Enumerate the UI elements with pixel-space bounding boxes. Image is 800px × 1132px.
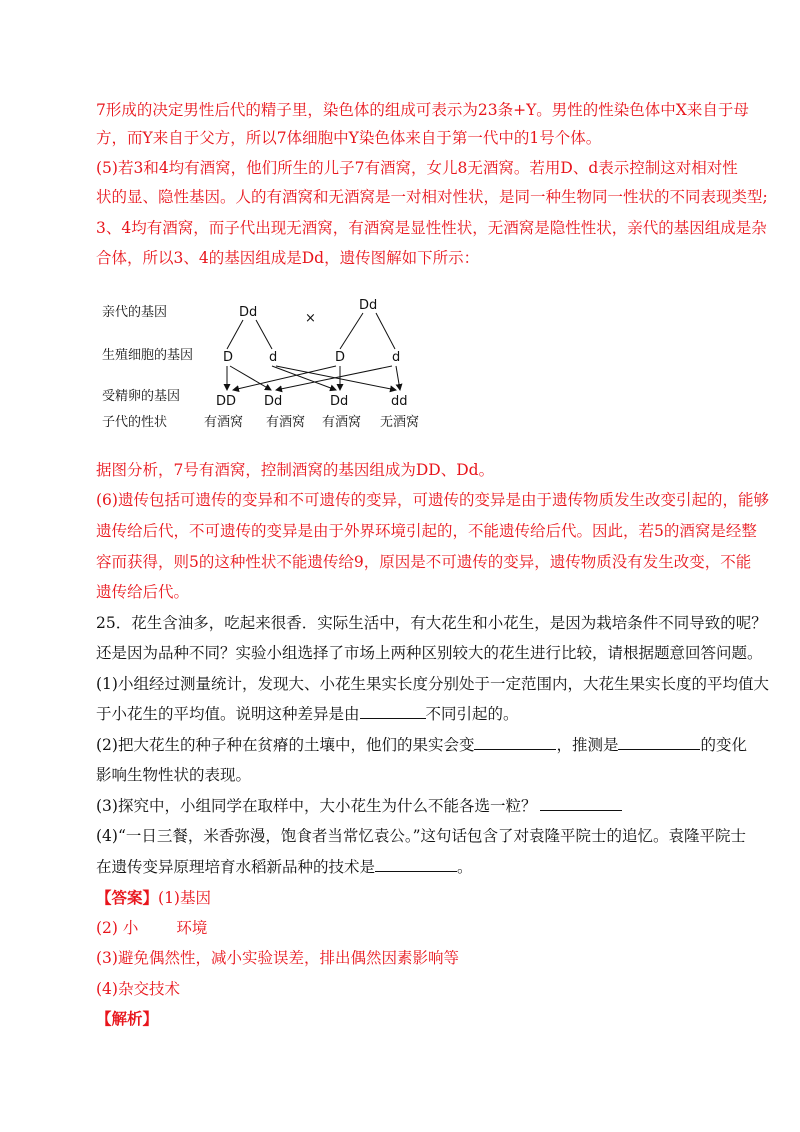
subquestion-text: 。 bbox=[457, 858, 473, 876]
cross-symbol: × bbox=[305, 311, 316, 326]
answer-blank[interactable] bbox=[360, 704, 426, 719]
question-stem-line: 还是因为品种不同？实验小组选择了市场上两种区别较大的花生进行比较，请根据题意回答问题。 bbox=[96, 644, 763, 662]
row-label-gamete-genes: 生殖细胞的基因 bbox=[102, 348, 194, 363]
answer-line-4: (4)杂交技术 bbox=[96, 980, 180, 998]
answer-blank[interactable] bbox=[618, 735, 700, 750]
subquestion-2 bbox=[96, 735, 747, 755]
row-label-zygote-genes: 受精卵的基因 bbox=[102, 389, 181, 404]
subquestion-text: (3)探究中，小组同学在取样中，大小花生为什么不能各选一粒？ bbox=[96, 797, 537, 815]
explanation-line: 遗传给后代，不可遗传的变异是由于外界环境引起的，不能遗传给后代。因此，若5的酒窝是经整 bbox=[96, 522, 757, 540]
zygote-genotype: dd bbox=[391, 394, 408, 409]
explanation-line: 合体，所以3、4的基因组成是Dd，遗传图解如下所示： bbox=[96, 249, 480, 267]
subquestion-4: (4)“一日三餐，米香弥漫，饱食者当常忆袁公。”这句话包含了对袁隆平院士的追忆。袁隆平院士 bbox=[96, 827, 747, 845]
subquestion-2-continued: 影响生物性状的表现。 bbox=[96, 766, 252, 784]
genetic-cross-diagram bbox=[96, 292, 436, 440]
explanation-line: 据图分析，7号有酒窝，控制酒窝的基因组成为DD、Dd。 bbox=[96, 461, 495, 479]
fertilization-arrow bbox=[272, 366, 336, 390]
subquestion-text: 的变化 bbox=[700, 736, 747, 754]
row-label-offspring-traits: 子代的性状 bbox=[102, 415, 168, 430]
subquestion-text: 在遗传变异原理培育水稻新品种的技术是 bbox=[96, 858, 376, 876]
answer-text: (1)基因 bbox=[158, 889, 211, 907]
explanation-line: 遗传给后代。 bbox=[96, 583, 190, 601]
subquestion-1: (1)小组经过测量统计，发现大、小花生果实长度分别处于一定范围内，大花生果实长度的平均值大 bbox=[96, 675, 769, 693]
offspring-trait: 无酒窝 bbox=[380, 415, 420, 430]
subquestion-text: 于小花生的平均值。说明这种差异是由 bbox=[96, 705, 360, 723]
zygote-genotype: Dd bbox=[264, 394, 283, 409]
offspring-trait: 有酒窝 bbox=[204, 415, 244, 430]
answer-text: 环境 bbox=[176, 919, 208, 937]
answer-line-3: (3)避免偶然性，减小实验误差，排出偶然因素影响等 bbox=[96, 949, 459, 967]
zygote-genotype: Dd bbox=[330, 394, 349, 409]
offspring-trait: 有酒窝 bbox=[266, 415, 306, 430]
analysis-label: 【解析】 bbox=[96, 1009, 159, 1028]
explanation-line: 方，而Y来自于父方，所以7体细胞中Y染色体来自于第一代中的1号个体。 bbox=[96, 129, 602, 147]
explanation-line: 7形成的决定男性后代的精子里，染色体的组成可表示为23条+Y。男性的性染色体中X来自于母 bbox=[96, 101, 749, 119]
fertilization-arrow bbox=[233, 366, 336, 390]
parent-genotype-right: Dd bbox=[359, 298, 378, 313]
fertilization-arrow bbox=[396, 366, 400, 390]
meiosis-line bbox=[256, 320, 272, 349]
answer-blank[interactable] bbox=[474, 735, 556, 750]
row-label-parent-genes: 亲代的基因 bbox=[102, 305, 168, 320]
zygote-genotype: DD bbox=[216, 394, 237, 409]
meiosis-line bbox=[340, 313, 363, 349]
gamete-gene: d bbox=[269, 350, 278, 365]
explanation-line: 容而获得，则5的这种性状不能遗传给9，原因是不可遗传的变异，遗传物质没有发生改变，不能 bbox=[96, 553, 752, 571]
gamete-gene: D bbox=[335, 350, 346, 365]
subquestion-text: 不同引起的。 bbox=[425, 705, 519, 723]
gamete-gene: d bbox=[392, 350, 401, 365]
question-stem-line: 25．花生含油多，吃起来很香．实际生活中，有大花生和小花生，是因为栽培条件不同导致的呢？ bbox=[96, 614, 767, 632]
explanation-line: 3、4均有酒窝，而子代出现无酒窝，有酒窝是显性性状，无酒窝是隐性性状，亲代的基因组成是杂 bbox=[96, 219, 767, 237]
explanation-line: (6)遗传包括可遗传的变异和不可遗传的变异，可遗传的变异是由于遗传物质发生改变引起的，能够 bbox=[96, 491, 769, 509]
explanation-line: 状的显、隐性基因。人的有酒窝和无酒窝是一对相对性状，是同一种生物同一性状的不同表现类型; bbox=[96, 188, 768, 206]
answer-blank[interactable] bbox=[540, 796, 622, 811]
answer-line-2 bbox=[96, 918, 207, 938]
answer-blank[interactable] bbox=[375, 857, 457, 872]
explanation-line: (5)若3和4均有酒窝，他们所生的儿子7有酒窝，女儿8无酒窝。若用D、d表示控制这对相对性 bbox=[96, 159, 738, 177]
answer-line-1 bbox=[96, 888, 211, 908]
offspring-trait: 有酒窝 bbox=[322, 415, 362, 430]
meiosis-line bbox=[227, 320, 243, 349]
subquestion-3 bbox=[96, 796, 622, 816]
subquestion-1-continued bbox=[96, 704, 519, 724]
subquestion-text: (2)把大花生的种子种在贫瘠的土壤中，他们的果实会变 bbox=[96, 736, 475, 754]
gamete-gene: D bbox=[223, 350, 234, 365]
answer-text: (2) 小 bbox=[96, 919, 139, 937]
subquestion-text: ，推测是 bbox=[556, 736, 619, 754]
meiosis-line bbox=[376, 313, 395, 349]
answer-label: 【答案】 bbox=[96, 888, 159, 907]
subquestion-4-continued bbox=[96, 857, 473, 877]
parent-genotype-left: Dd bbox=[239, 305, 258, 320]
